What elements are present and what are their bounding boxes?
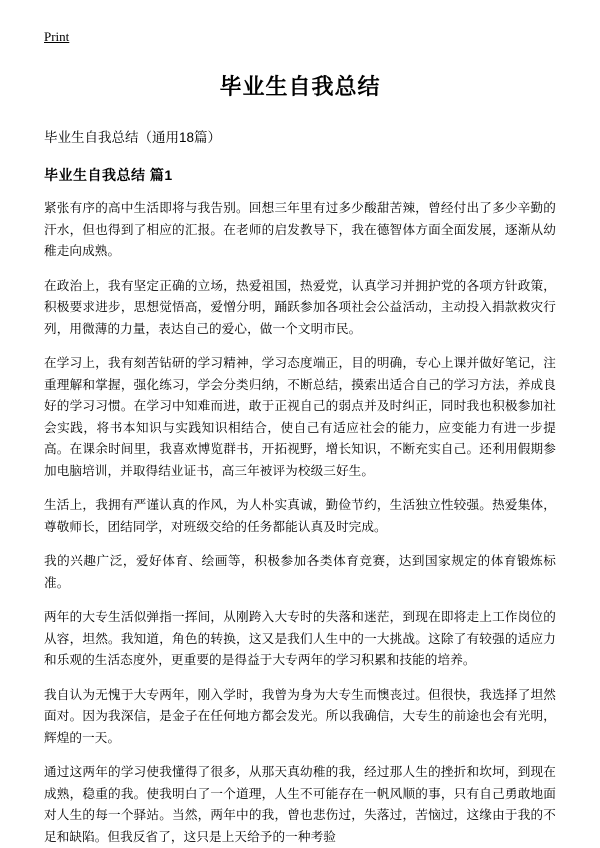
paragraph: 紧张有序的高中生活即将与我告别。回想三年里有过多少酸甜苦辣，曾经付出了多少辛勤的汗水，但也得到了相应的汇报。在老师的启发教导下，我在德智体方面全面发展，逐渐从幼稚走向成熟。 bbox=[44, 201, 556, 258]
paragraph: 两年的大专生活似弹指一挥间，从刚跨入大专时的失落和迷茫，到现在即将走上工作岗位的从容，坦然。我知道，角色的转换，这又是我们人生中的一大挑战。这除了有较强的适应力和乐观的生活态度外，更重要的是得益于大专两年的学习积累和技能的培养。 bbox=[44, 610, 556, 667]
page-title: 毕业生自我总结 bbox=[219, 74, 381, 99]
document-subtitle: 毕业生自我总结（通用18篇） bbox=[44, 130, 222, 145]
paragraph: 通过这两年的学习使我懂得了很多，从那天真幼稚的我，经过那人生的挫折和坎坷，到现在成熟，稳重的我。使我明白了一个道理，人生不可能存在一帆风顺的事，只有自己勇敢地面对人生的每一个驿站。当然，两年中的我，曾也悲伤过，失落过，苦恼过，这缘由于我的不足和缺陷。但我反省了，这只是上天给予的一种考验 bbox=[44, 765, 556, 844]
paragraph: 我自认为无愧于大专两年，刚入学时，我曾为身为大专生而懊丧过。但很快，我选择了坦然面对。因为我深信，是金子在任何地方都会发光。所以我确信，大专生的前途也会有光明，辉煌的一天。 bbox=[44, 687, 556, 745]
paragraph: 生活上，我拥有严谨认真的作风，为人朴实真诚，勤俭节约，生活独立性较强。热爱集体，尊敬师长，团结同学，对班级交给的任务都能认真及时完成。 bbox=[44, 498, 556, 534]
paragraph: 在学习上，我有刻苦钻研的学习精神，学习态度端正，目的明确，专心上课并做好笔记，注重理解和掌握，强化练习，学会分类归纳，不断总结，摸索出适合自己的学习方法，养成良好的学习习惯。在学习中知难而进，敢于正视自己的弱点并及时纠正，同时我也积极参加社会实践，将书本知识与实践知识相结合，使自己有适应社会的能力，应变能力有进一步提高。在课余时间里，我喜欢博览群书，开拓视野，增长知识，不断充实自己。还利用假期参加电脑培训，并取得结业证书，高三年被评为校级三好生。 bbox=[44, 356, 556, 478]
paragraph: 在政治上，我有坚定正确的立场，热爱祖国，热爱党，认真学习并拥护党的各项方针政策，积极要求进步，思想觉悟高，爱憎分明，踊跃参加各项社会公益活动，主动投入捐款救灾行列，用微薄的力量，表达自己的爱心，做一个文明市民。 bbox=[44, 278, 556, 336]
paragraph: 我的兴趣广泛，爱好体育、绘画等，积极参加各类体育竞赛，达到国家规定的体育锻炼标准。 bbox=[44, 554, 556, 590]
section-heading: 毕业生自我总结 篇1 bbox=[44, 167, 173, 183]
print-button[interactable]: Print bbox=[44, 29, 70, 44]
